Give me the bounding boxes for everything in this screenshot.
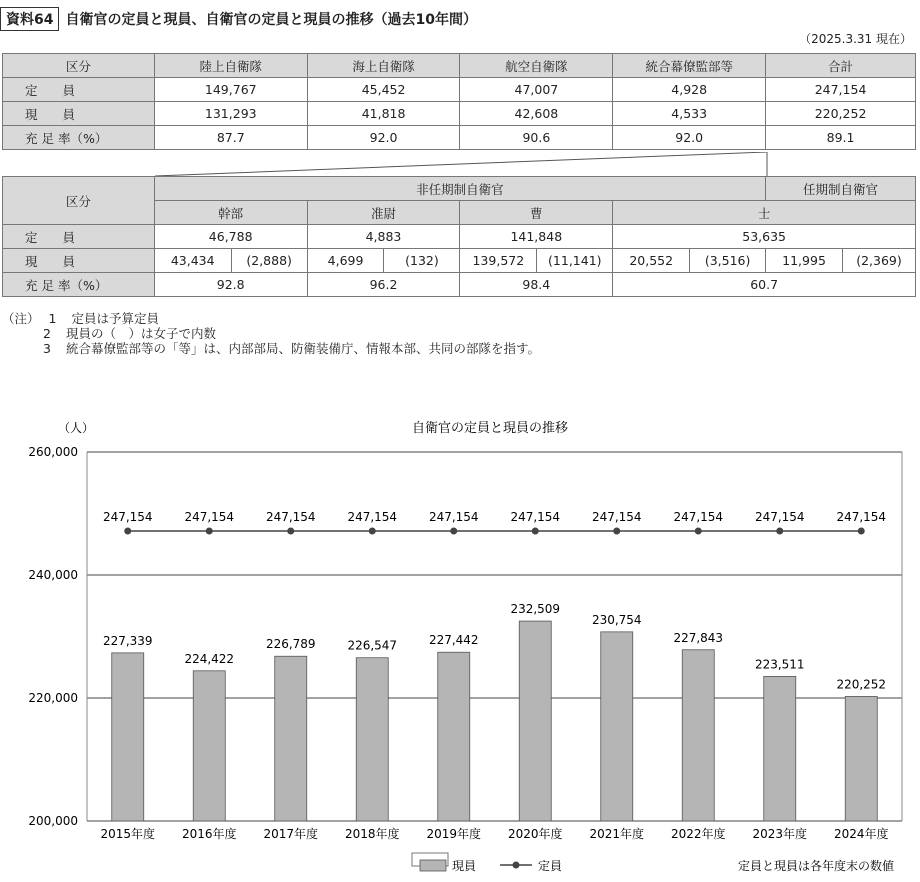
x-tick-label: 2021年度 — [589, 827, 645, 841]
table-row — [3, 102, 916, 126]
table-cell: 47,007 — [460, 78, 613, 102]
legend-line-label: 定員 — [538, 859, 563, 873]
table-row — [3, 249, 916, 273]
table-cell: (2,369) — [842, 249, 915, 273]
line-point — [695, 528, 702, 535]
bar-current — [356, 658, 388, 821]
line-value-label: 247,154 — [428, 510, 479, 525]
bar-value-label: 227,442 — [428, 633, 479, 648]
bar-current — [519, 621, 551, 821]
row-label: 充 足 率（%） — [3, 273, 155, 297]
bar-current — [438, 652, 470, 821]
row-label: 定 員 — [3, 225, 155, 249]
bar-current — [112, 653, 144, 821]
bar-value-label: 223,511 — [754, 657, 805, 672]
header-cell: 合計 — [766, 54, 916, 78]
table-cell: 42,608 — [460, 102, 613, 126]
line-value-label: 247,154 — [836, 510, 887, 525]
table-header-row — [3, 54, 916, 78]
x-tick-label: 2024年度 — [833, 827, 889, 841]
x-tick-label: 2016年度 — [181, 827, 237, 841]
header-cell: 区分 — [3, 177, 155, 225]
y-tick-label: 240,000 — [28, 568, 78, 582]
notes — [2, 311, 540, 356]
chart-footnote: 定員と現員は各年度末の数値 — [737, 859, 894, 873]
note-line — [2, 311, 540, 326]
x-tick-label: 2022年度 — [670, 827, 726, 841]
header-cell: 陸上自衛隊 — [154, 54, 307, 78]
line-point — [532, 528, 539, 535]
line-value-label: 247,154 — [265, 510, 316, 525]
row-label: 現 員 — [3, 102, 155, 126]
header-cell: 統合幕僚監部等 — [613, 54, 766, 78]
bar-current — [682, 650, 714, 821]
line-point — [369, 528, 376, 535]
bar-current — [845, 696, 877, 821]
header-cell: 非任期制自衛官 — [154, 177, 765, 201]
table-cell: 90.6 — [460, 126, 613, 150]
page-title: 自衛官の定員と現員、自衛官の定員と現員の推移（過去10年間） — [65, 12, 477, 28]
line-point — [858, 528, 865, 535]
line-value-label: 247,154 — [754, 510, 805, 525]
table-cell: 46,788 — [154, 225, 307, 249]
x-tick-label: 2019年度 — [426, 827, 482, 841]
note-number: 2 — [43, 326, 51, 341]
table-row — [3, 225, 916, 249]
row-label: 現 員 — [3, 249, 155, 273]
chart-title: 自衛官の定員と現員の推移 — [411, 421, 569, 436]
breakdown-connector — [0, 152, 920, 178]
table-cell: 11,995 — [766, 249, 843, 273]
header-cell: 准尉 — [307, 201, 460, 225]
page-header — [0, 6, 477, 32]
table-cell: 149,767 — [154, 78, 307, 102]
bar-value-label: 226,789 — [265, 637, 316, 652]
line-point — [124, 528, 131, 535]
x-tick-label: 2015年度 — [100, 827, 156, 841]
header-cell: 幹部 — [154, 201, 307, 225]
bar-current — [275, 656, 307, 821]
line-point — [450, 528, 457, 535]
line-value-label: 247,154 — [347, 510, 398, 525]
x-tick-label: 2018年度 — [344, 827, 400, 841]
document-label: 資料64 — [0, 7, 59, 31]
table-cell: 131,293 — [154, 102, 307, 126]
y-tick-label: 200,000 — [28, 814, 78, 828]
bar-value-label: 224,422 — [184, 651, 235, 666]
table-row — [3, 78, 916, 102]
table-cell: 141,848 — [460, 225, 613, 249]
connector-line-left — [155, 152, 767, 176]
note-prefix: （注） — [2, 311, 40, 326]
x-tick-label: 2020年度 — [507, 827, 563, 841]
as-of-date: （2025.3.31 現在） — [799, 32, 912, 46]
bar-current — [193, 671, 225, 821]
header-cell: 任期制自衛官 — [766, 177, 916, 201]
bar-current — [764, 676, 796, 821]
bar-value-label: 230,754 — [591, 612, 642, 627]
bar-value-label: 220,252 — [836, 677, 887, 692]
table-cell: 92.0 — [613, 126, 766, 150]
table-cell: 4,699 — [307, 249, 384, 273]
table-cell: (3,516) — [690, 249, 766, 273]
x-tick-label: 2017年度 — [263, 827, 319, 841]
table-cell: 41,818 — [307, 102, 460, 126]
table-header-row — [3, 177, 916, 201]
header-cell: 海上自衛隊 — [307, 54, 460, 78]
bar-value-label: 227,339 — [102, 633, 153, 648]
legend-bar-swatch — [420, 860, 446, 871]
table-cell: (11,141) — [537, 249, 613, 273]
bar-value-label: 226,547 — [347, 638, 398, 653]
strength-table — [2, 53, 916, 150]
header-cell: 曹 — [460, 201, 613, 225]
line-value-label: 247,154 — [102, 510, 153, 525]
line-value-label: 247,154 — [673, 510, 724, 525]
bar-value-label: 227,843 — [673, 630, 724, 645]
table-cell: 89.1 — [766, 126, 916, 150]
line-point — [287, 528, 294, 535]
table-cell: 96.2 — [307, 273, 460, 297]
bar-current — [601, 632, 633, 821]
table-cell: 92.8 — [154, 273, 307, 297]
table-cell: 43,434 — [154, 249, 231, 273]
table-cell: 247,154 — [766, 78, 916, 102]
note-text: 定員は予算定員 — [71, 311, 159, 326]
table-cell: (2,888) — [231, 249, 307, 273]
y-axis-unit: （人） — [58, 421, 95, 435]
line-point — [613, 528, 620, 535]
legend-bar-label: 現員 — [452, 859, 477, 873]
line-value-label: 247,154 — [510, 510, 561, 525]
y-tick-label: 220,000 — [28, 691, 78, 705]
table-cell: 4,928 — [613, 78, 766, 102]
y-tick-label: 260,000 — [28, 445, 78, 459]
table-cell: 92.0 — [307, 126, 460, 150]
note-line — [2, 326, 540, 341]
header-cell: 区分 — [3, 54, 155, 78]
table-cell: 98.4 — [460, 273, 613, 297]
header-cell: 航空自衛隊 — [460, 54, 613, 78]
table-cell: 87.7 — [154, 126, 307, 150]
row-label: 充 足 率（%） — [3, 126, 155, 150]
line-value-label: 247,154 — [591, 510, 642, 525]
note-number: 3 — [43, 341, 51, 356]
x-tick-label: 2023年度 — [752, 827, 808, 841]
header-cell: 士 — [613, 201, 916, 225]
note-number: 1 — [48, 311, 57, 326]
line-point — [776, 528, 783, 535]
note-line — [2, 341, 540, 356]
personnel-trend-chart — [0, 412, 920, 882]
line-point — [206, 528, 213, 535]
row-label: 定 員 — [3, 78, 155, 102]
table-cell: 45,452 — [307, 78, 460, 102]
table-cell: 20,552 — [613, 249, 690, 273]
breakdown-table — [2, 176, 916, 297]
table-cell: 4,533 — [613, 102, 766, 126]
table-cell: 220,252 — [766, 102, 916, 126]
table-cell: 53,635 — [613, 225, 916, 249]
table-cell: 139,572 — [460, 249, 537, 273]
table-cell: 4,883 — [307, 225, 460, 249]
table-cell: 60.7 — [613, 273, 916, 297]
bar-value-label: 232,509 — [510, 602, 561, 617]
table-cell: (132) — [384, 249, 460, 273]
table-row — [3, 126, 916, 150]
legend-line-marker — [513, 862, 520, 869]
note-text: 統合幕僚監部等の「等」は、内部部局、防衛装備庁、情報本部、共同の部隊を指す。 — [65, 341, 540, 356]
table-row — [3, 273, 916, 297]
line-value-label: 247,154 — [184, 510, 235, 525]
note-text: 現員の（ ）は女子で内数 — [65, 326, 216, 341]
